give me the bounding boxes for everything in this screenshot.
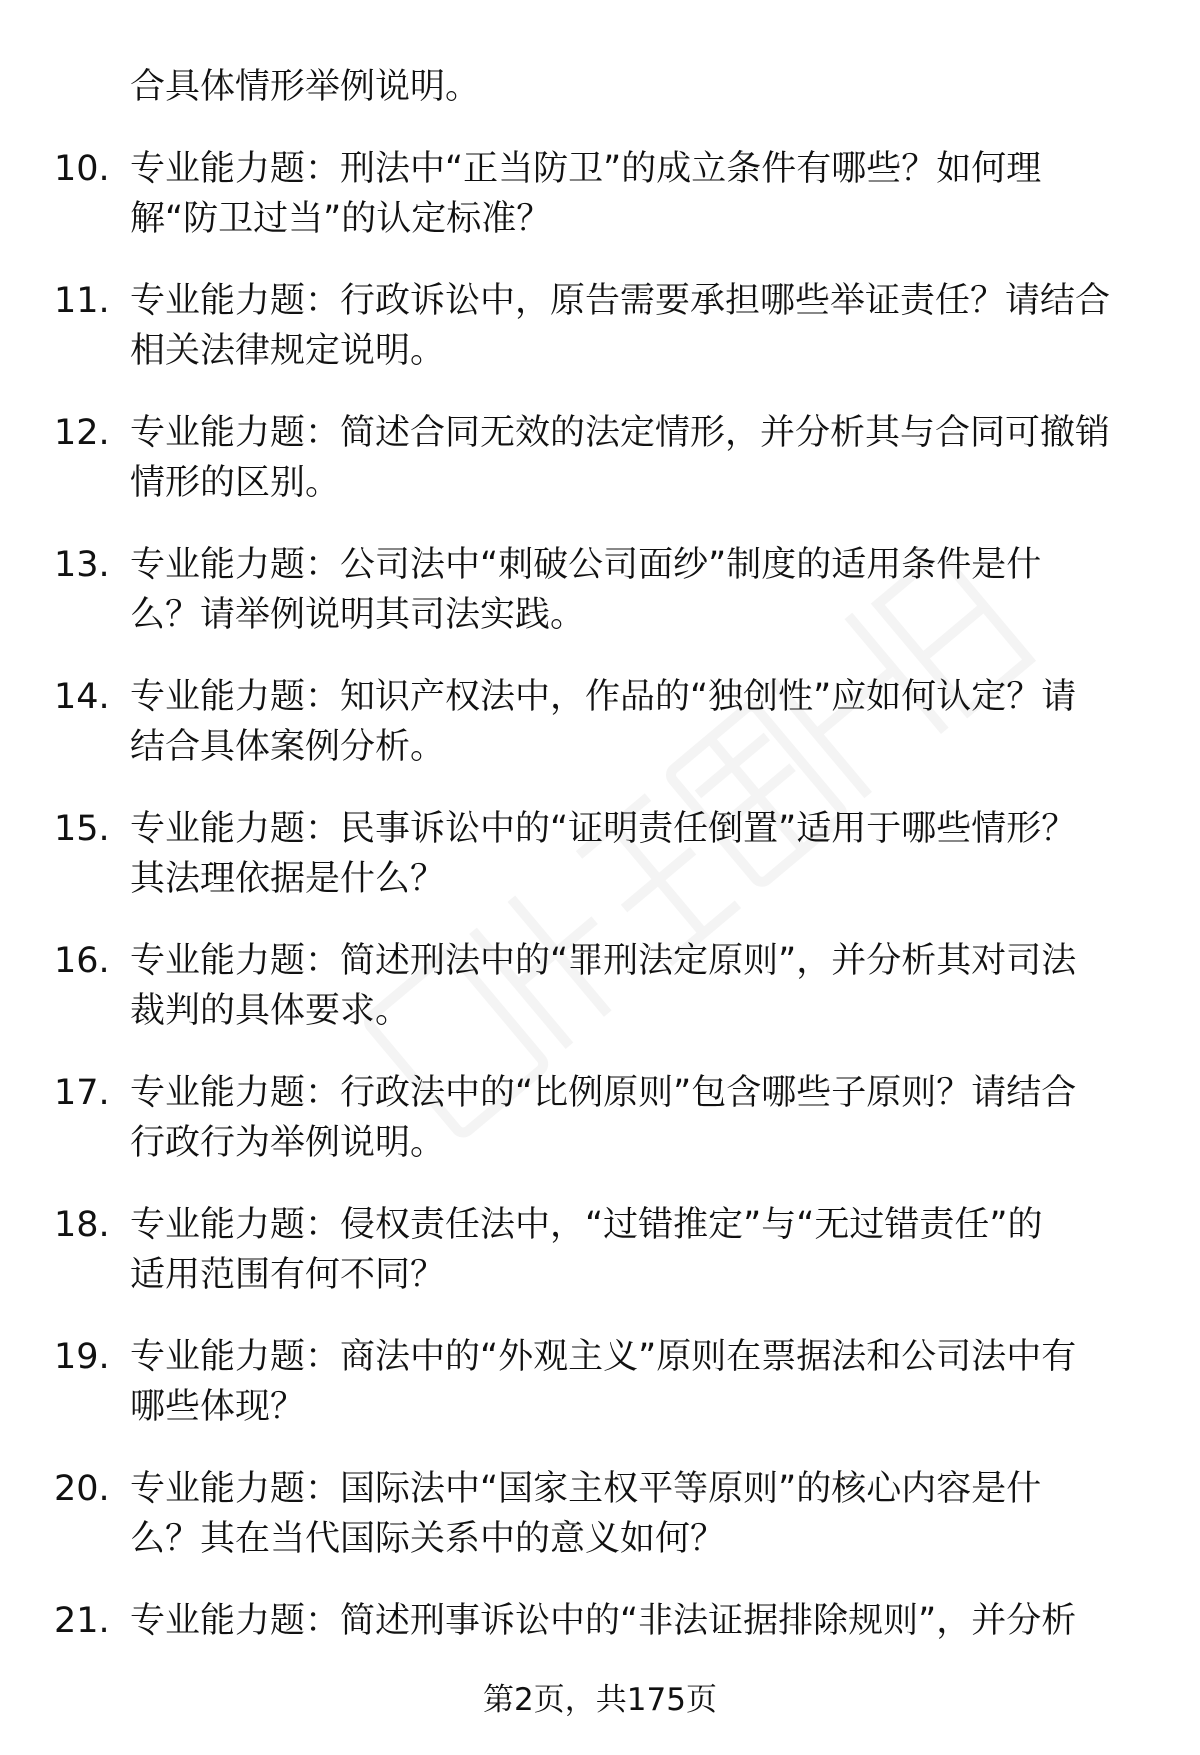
- question-item: [0, 1596, 1200, 1646]
- question-line: 专业能力题：简述刑事诉讼中的“非法证据排除规则”，并分析: [130, 1601, 1077, 1641]
- question-line: 专业能力题：侵权责任法中，“过错推定”与“无过错责任”的: [130, 1205, 1043, 1245]
- question-number: 21.: [54, 1601, 110, 1641]
- question-number: 19.: [54, 1337, 110, 1377]
- document-body: [0, 62, 1200, 1646]
- question-item: [0, 804, 1200, 904]
- question-line: 么？其在当代国际关系中的意义如何？: [130, 1519, 726, 1559]
- continued-text-line: 合具体情形举例说明。: [130, 67, 481, 107]
- question-number: 15.: [54, 809, 110, 849]
- question-line: 裁判的具体要求。: [130, 991, 411, 1031]
- question-line: 专业能力题：行政诉讼中，原告需要承担哪些举证责任？请结合: [130, 281, 1111, 321]
- question-item: [0, 1332, 1200, 1432]
- question-line: 相关法律规定说明。: [130, 331, 446, 371]
- question-item: [0, 408, 1200, 508]
- question-line: 适用范围有何不同？: [130, 1255, 446, 1295]
- question-line: 专业能力题：刑法中“正当防卫”的成立条件有哪些？如何理: [130, 149, 1042, 189]
- question-line: 专业能力题：商法中的“外观主义”原则在票据法和公司法中有: [130, 1337, 1077, 1377]
- question-item: [0, 276, 1200, 376]
- question-item: [0, 540, 1200, 640]
- question-number: 13.: [54, 545, 110, 585]
- question-number: 12.: [54, 413, 110, 453]
- question-item: [0, 1200, 1200, 1300]
- question-text: [0, 276, 1200, 376]
- question-text: [0, 144, 1200, 244]
- question-item: [0, 1464, 1200, 1564]
- question-line: 情形的区别。: [130, 463, 341, 503]
- question-number: 16.: [54, 941, 110, 981]
- question-list: [0, 144, 1200, 1646]
- question-line: 行政行为举例说明。: [130, 1123, 446, 1163]
- question-number: 11.: [54, 281, 110, 321]
- question-text: [0, 1200, 1200, 1300]
- question-text: [0, 1068, 1200, 1168]
- page-footer: [0, 1678, 1200, 1722]
- question-text: [0, 1596, 1200, 1646]
- question-line: 专业能力题：知识产权法中，作品的“独创性”应如何认定？请: [130, 677, 1077, 717]
- question-item: [0, 936, 1200, 1036]
- question-line: 专业能力题：国际法中“国家主权平等原则”的核心内容是什: [130, 1469, 1042, 1509]
- question-line: 专业能力题：公司法中“刺破公司面纱”制度的适用条件是什: [130, 545, 1042, 585]
- question-text: [0, 936, 1200, 1036]
- question-text: [0, 1332, 1200, 1432]
- question-line: 专业能力题：简述合同无效的法定情形，并分析其与合同可撤销: [130, 413, 1111, 453]
- question-text: [0, 540, 1200, 640]
- question-line: 哪些体现？: [130, 1387, 306, 1427]
- question-line: 解“防卫过当”的认定标准？: [130, 199, 552, 239]
- question-line: 结合具体案例分析。: [130, 727, 446, 767]
- question-text: [0, 672, 1200, 772]
- question-line: 专业能力题：简述刑法中的“罪刑法定原则”，并分析其对司法: [130, 941, 1077, 981]
- question-text: [0, 1464, 1200, 1564]
- question-line: 其法理依据是什么？: [130, 859, 446, 899]
- question-text: [0, 804, 1200, 904]
- question-line: 专业能力题：民事诉讼中的“证明责任倒置”适用于哪些情形？: [130, 809, 1077, 849]
- question-number: 14.: [54, 677, 110, 717]
- page-number-label: 第2页，共175页: [483, 1682, 717, 1718]
- question-line: 么？请举例说明其司法实践。: [130, 595, 586, 635]
- question-item: [0, 144, 1200, 244]
- question-item: [0, 1068, 1200, 1168]
- question-number: 20.: [54, 1469, 110, 1509]
- question-line: 专业能力题：行政法中的“比例原则”包含哪些子原则？请结合: [130, 1073, 1077, 1113]
- question-number: 10.: [54, 149, 110, 189]
- question-item: [0, 672, 1200, 772]
- question-number: 17.: [54, 1073, 110, 1113]
- question-number: 18.: [54, 1205, 110, 1245]
- question-text: [0, 408, 1200, 508]
